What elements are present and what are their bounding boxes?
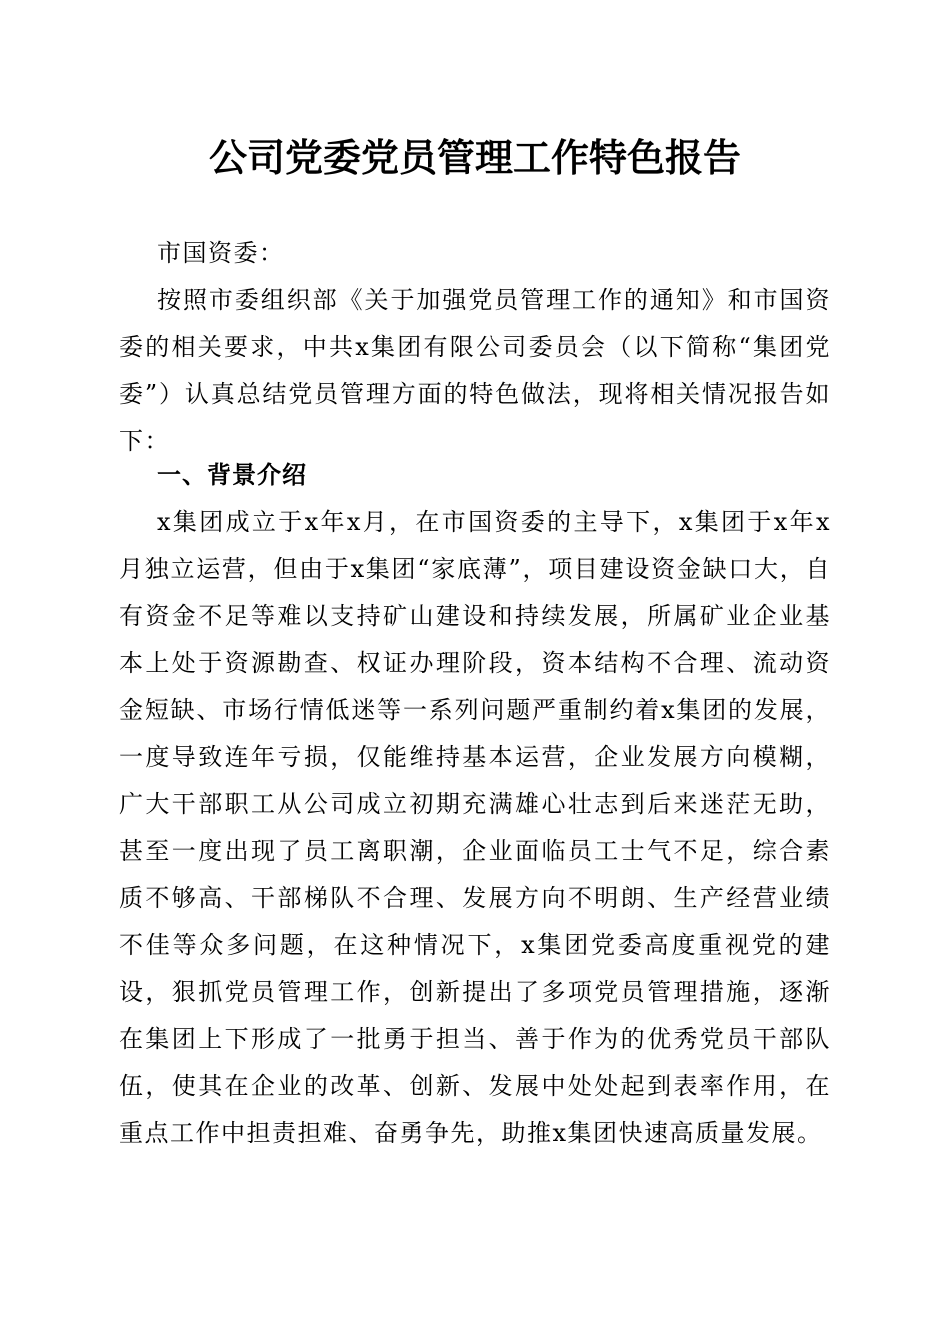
section-paragraph-background: x集团成立于x年x月，在市国资委的主导下，x集团于x年x月独立运营，但由于x集团“家底薄”，项目建设资金缺口大，自有资金不足等难以支持矿山建设和持续发展，所属矿业企业基本上处于资源勘查、权证办理阶段，资本结构不合理、流动资金短缺、市场行情低迷等一系列问题严重制约着x集团的发展，一度导致连年亏损，仅能维持基本运营，企业发展方向模糊，广大干部职工从公司成立初期充满雄心壮志到后来迷茫无助，甚至一度出现了员工离职潮，企业面临员工士气不足，综合素质不够高、干部梯队不合理、发展方向不明朗、生产经营业绩不佳等众多问题，在这种情况下，x集团党委高度重视党的建设，狠抓党员管理工作，创新提出了多项党员管理措施，逐渐在集团上下形成了一批勇于担当、善于作为的优秀党员干部队伍，使其在企业的改革、创新、发展中处处起到表率作用，在重点工作中担责担难、奋勇争先，助推x集团快速高质量发展。 [119, 508, 831, 1147]
intro-paragraph: 按照市委组织部《关于加强党员管理工作的通知》和市国资委的相关要求，中共x集团有限公司委员会（以下简称“集团党委”）认真总结党员管理方面的特色做法，现将相关情况报告如下： [119, 286, 831, 455]
salutation: 市国资委： [157, 239, 285, 267]
section-heading-background: 一、背景介绍 [157, 461, 307, 489]
document-title: 公司党委党员管理工作特色报告 [208, 135, 741, 180]
